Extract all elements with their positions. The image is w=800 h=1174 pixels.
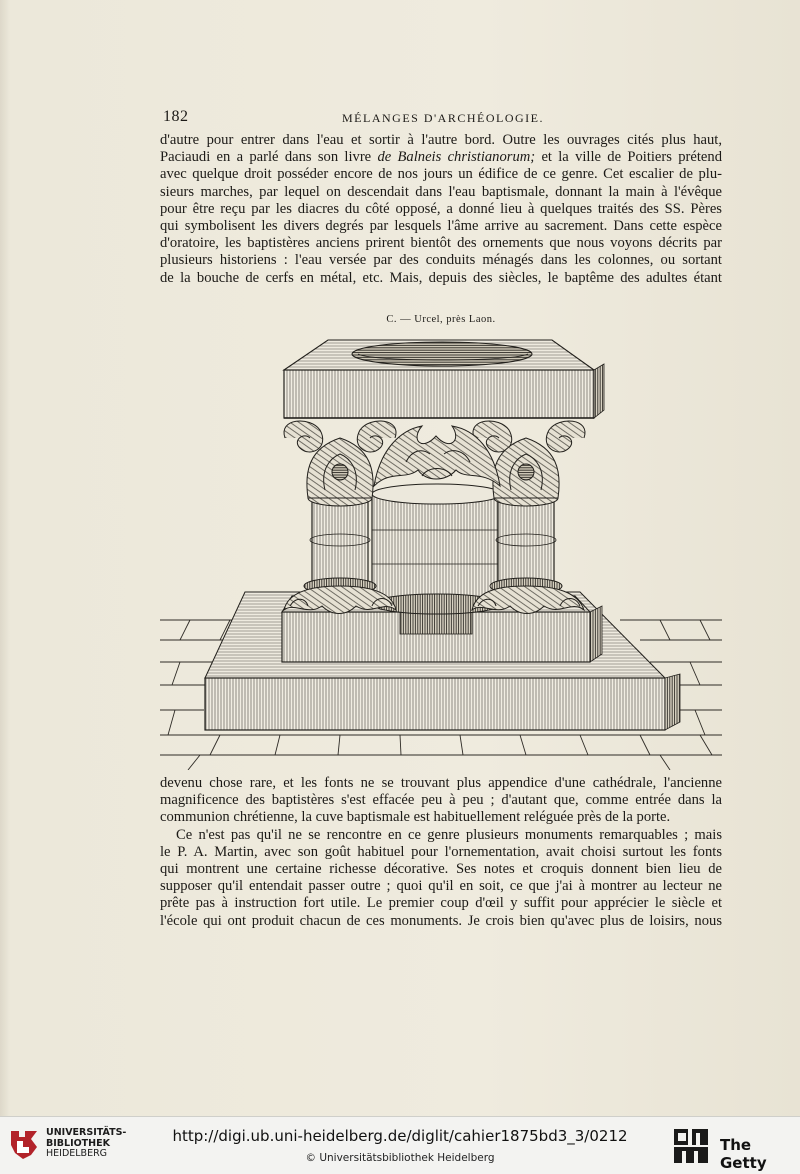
text-line: devenu chose rare, et les fonts ne se trouvant plus appendice d'une cathédrale, l'ancienne — [160, 775, 722, 791]
text-line: communion chrétienne, la cuve baptismale est habituellement reléguée près de la porte. — [160, 809, 671, 826]
text-fragment: et la ville de Poitiers prétend — [541, 149, 722, 166]
text-line: supposer qu'il entendait passer outre ; quoi qu'il en soit, ce que j'ai à montrer au lecteur ne — [160, 878, 722, 895]
institution-line: BIBLIOTHEK — [46, 1137, 110, 1149]
text-line: plusieurs historiens : l'eau versée par des conduits ménagés dans les colonnes, ou sortant — [160, 252, 722, 269]
text-line: pour être reçu par les diacres du côté opposé, a donné lieu à quelques traités des SS. Pères — [160, 200, 722, 217]
text-fragment: Paciaudi en a parlé dans son livre — [160, 149, 372, 166]
basin-top — [284, 340, 604, 418]
text-line: prête pas à instruction fort utile. Le premier coup d'œil y suffit pour apprécier le siècle et — [160, 895, 722, 912]
viewer-footer — [0, 1116, 800, 1174]
figure-caption: C. — Urcel, près Laon. — [386, 314, 496, 325]
text-line: avec quelque droit posséder encore de nos jours un édifice de ce genre. Cet escalier de plu- — [160, 166, 722, 183]
text-line — [160, 149, 722, 166]
text-line: sieurs marches, par lequel on descendait dans l'eau baptismale, donnant la main à l'évêque — [160, 183, 722, 200]
text-line: le P. A. Martin, avec son goût habituel pour l'ornementation, avait choisi surtout les fonts — [160, 843, 722, 860]
copyright-notice: © Universitätsbibliothek Heidelberg — [305, 1152, 495, 1164]
getty-logo-icon — [672, 1127, 712, 1165]
text-line: magnificence des baptistères s'est effacée peu à peu ; d'autant que, comme entrée dans la — [160, 792, 722, 809]
text-line: d'oratoire, les baptistères anciens prirent bientôt des ornements que nous voyons décrits par — [160, 235, 722, 252]
text-line: d'autre pour entrer dans l'eau et sortir à l'autre bord. Outre les ouvrages cités plus haut, — [160, 132, 722, 148]
text-line: de la bouche de cerfs en métal, etc. Mais, depuis des siècles, le baptême des adultes étant — [160, 269, 722, 286]
running-title: MÉLANGES D'ARCHÉOLOGIE. — [342, 111, 544, 125]
text-line: qui symbolisent les divers degrés par lesquels l'âme arrive au sacrement. Dans cette espèce — [160, 218, 722, 235]
baptismal-font-engraving — [160, 330, 722, 770]
institution-line: UNIVERSITÄTS- — [46, 1127, 127, 1138]
book-title: de Balneis christianorum; — [377, 149, 536, 166]
paragraph-bottom — [160, 775, 722, 930]
paragraph-top — [160, 132, 722, 287]
running-head — [163, 108, 723, 128]
permalink-url[interactable]: http://digi.ub.uni-heidelberg.de/diglit/cahier1875bd3_3/0212 — [172, 1127, 628, 1145]
text-line: qui montrent une certaine richesse décorative. Ses notes et croquis donnent bien lieu de — [160, 861, 722, 878]
text-line: Ce n'est pas qu'il ne se rencontre en ce genre plusieurs monuments remarquables ; mais — [176, 826, 722, 843]
institution-line: HEIDELBERG — [46, 1148, 108, 1159]
partner-name: The Getty — [720, 1136, 767, 1172]
page-number: 182 — [163, 108, 189, 125]
text-line: l'école qui ont produit chacun de ces monuments. Je crois bien qu'avec plus de loisirs, nous — [160, 912, 722, 929]
